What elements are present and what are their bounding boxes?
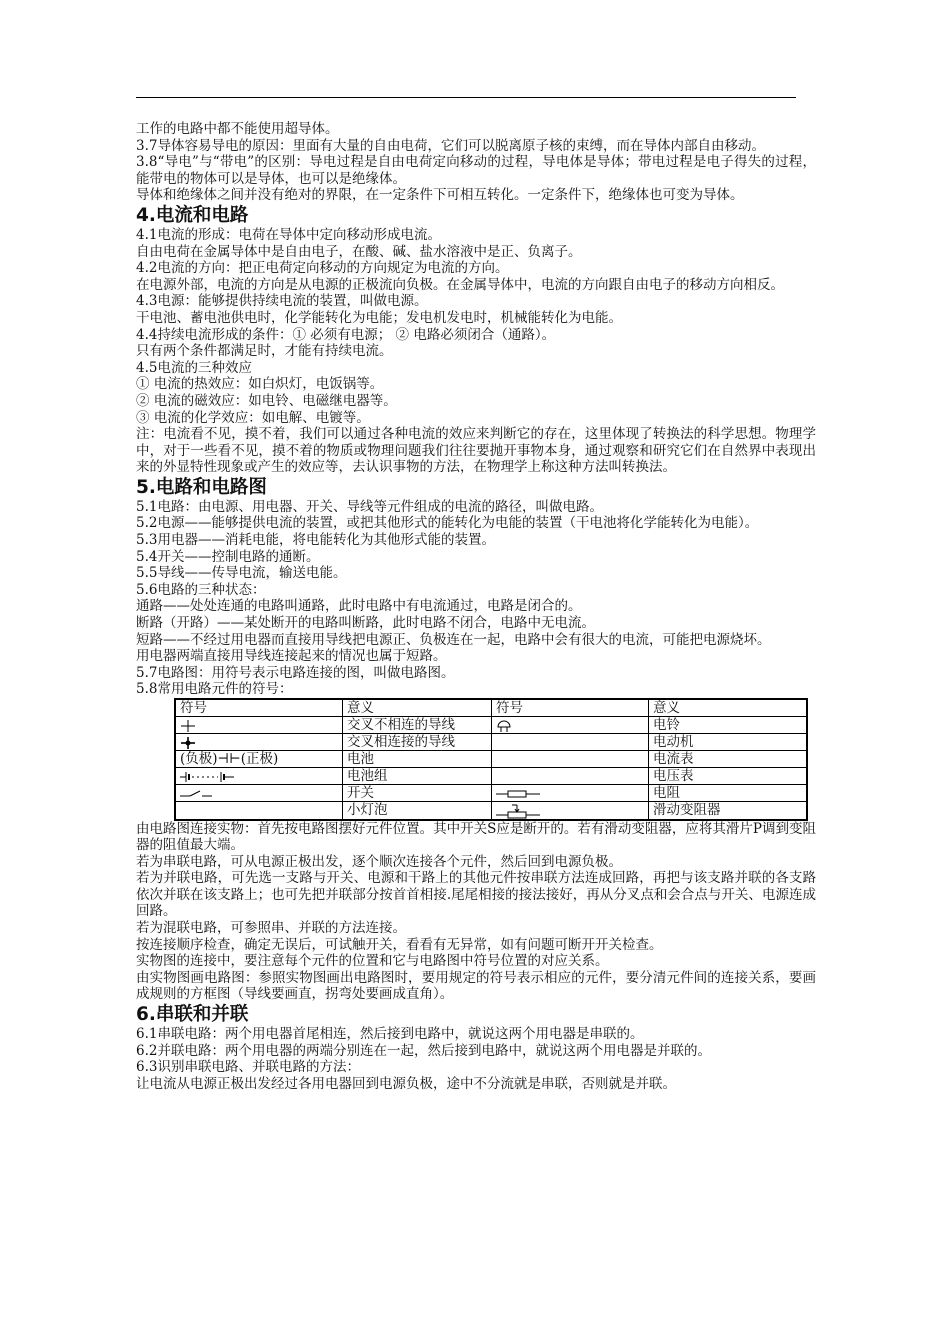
paragraph: 用电器两端直接用导线连接起来的情况也属于短路。 [136, 648, 447, 665]
paragraph: 实物图的连接中，要注意每个元件的位置和它与电路图中符号位置的对应关系。 [136, 953, 609, 970]
meaning-cell: 开关 [343, 785, 492, 802]
paragraph: 5.5导线——传导电流，输送电能。 [136, 565, 347, 582]
table-row [175, 768, 807, 785]
table-header-row [175, 699, 807, 717]
meaning-cell: 电阻 [649, 785, 808, 802]
paragraph: 4.1电流的形成：电荷在导体中定向移动形成电流。 [136, 226, 441, 243]
section-heading: 5.电路和电路图 [136, 476, 267, 498]
paragraph: 由实物图画电路图：参照实物图画出电路图时，要用规定的符号表示相应的元件，要分清元件间的连接关系，要画成规则的方框图（导线要画直，拐弯处要画成直角）。 [136, 969, 816, 1003]
meaning-cell: 电池 [343, 751, 492, 768]
meaning-cell: 交叉相连接的导线 [343, 734, 492, 751]
symbol-cell [175, 717, 343, 734]
symbol-cell [492, 802, 649, 820]
bell-symbol-icon [496, 719, 512, 733]
paragraph: 5.8常用电路元件的符号： [136, 681, 293, 698]
paragraph: 6.3识别串联电路、并联电路的方法： [136, 1059, 360, 1076]
table-row [175, 734, 807, 751]
symbol-cell [492, 768, 649, 785]
paragraph: 5.4开关——控制电路的通断。 [136, 548, 320, 565]
paragraph: 5.1电路：由电源、用电器、开关、导线等元件组成的电流的路径，叫做电路。 [136, 498, 603, 515]
paragraph: ① 电流的热效应：如白炽灯，电饭锅等。 [136, 376, 384, 393]
paragraph: 4.3电源：能够提供持续电流的装置，叫做电源。 [136, 293, 428, 310]
symbol-cell [175, 802, 343, 820]
table-header-cell: 意义 [343, 699, 492, 717]
table-row [175, 751, 807, 768]
paragraph: 短路——不经过用电器而直接用导线把电源正、负极连在一起，电路中会有很大的电流，可能把电源烧坏。 [136, 631, 771, 648]
paragraph: 按连接顺序检查，确定无误后，可试触开关，看看有无异常，如有问题可断开开关检查。 [136, 936, 663, 953]
paragraph: 6.2并联电路：两个用电器的两端分别连在一起，然后接到电路中，就说这两个用电器是并联的。 [136, 1042, 711, 1059]
symbol-cell [492, 751, 649, 768]
meaning-cell: 滑动变阻器 [649, 802, 808, 820]
table-row [175, 717, 807, 734]
paragraph: 4.4持续电流形成的条件：① 必须有电源； ② 电路必须闭合（通路）。 [136, 326, 556, 343]
paragraph: 导体和绝缘体之间并没有绝对的界限，在一定条件下可相互转化。一定条件下，绝缘体也可变为导体。 [136, 187, 744, 204]
paragraph: 由电路图连接实物：首先按电路图摆好元件位置。其中开关S应是断开的。若有滑动变阻器，应将其滑片P调到变阻器的阻值最大端。 [136, 820, 816, 854]
paragraph: ③ 电流的化学效应：如电解、电镀等。 [136, 409, 370, 426]
battery-symbol-icon [180, 770, 234, 784]
symbol-table [174, 698, 808, 821]
meaning-cell: 电动机 [649, 734, 808, 751]
paragraph: 注：电流看不见，摸不着，我们可以通过各种电流的效应来判断它的存在，这里体现了转换法的科学思想。物理学中，对于一些看不见，摸不着的物质或物理问题我们往往要抛开事物本身，通过观察和研究它们在自然界中表现出来的外显特性现象或产生的效应等，去认识事物的方法，在物理学上称这种方法叫转换法。 [136, 426, 816, 476]
header-rule [136, 97, 796, 98]
resistor-symbol-icon [496, 787, 540, 801]
rheostat-symbol-icon [496, 803, 540, 819]
table-header-cell: 符号 [175, 699, 343, 717]
symbol-cell [492, 785, 649, 802]
wire-cross-connected-symbol-icon [180, 736, 196, 750]
table-header-cell: 意义 [649, 699, 808, 717]
paragraph: 3.8“导电”与“带电”的区别：导电过程是自由电荷定向移动的过程，导电体是导体；带电过程是电子得失的过程，能带电的物体可以是导体，也可以是绝缘体。 [136, 154, 816, 187]
table-header-cell: 符号 [492, 699, 649, 717]
paragraph: 4.5电流的三种效应 [136, 359, 252, 376]
paragraph: 自由电荷在金属导体中是自由电子，在酸、碱、盐水溶液中是正、负离子。 [136, 243, 582, 260]
paragraph: 3.7导体容易导电的原因：里面有大量的自由电荷，它们可以脱离原子核的束缚，而在导体内部自由移动。 [136, 137, 765, 154]
wire-cross-unconnected-symbol-icon [180, 719, 196, 733]
document-body [136, 121, 816, 1092]
paragraph: 5.3用电器——消耗电能，将电能转化为其他形式能的装置。 [136, 532, 495, 549]
section-heading: 6.串联和并联 [136, 1004, 249, 1026]
table-row [175, 802, 807, 820]
paragraph: ② 电流的磁效应：如电铃、电磁继电器等。 [136, 392, 397, 409]
paragraph: 工作的电路中都不能使用超导体。 [136, 121, 339, 137]
paragraph: 6.1串联电路：两个用电器首尾相连，然后接到电路中，就说这两个用电器是串联的。 [136, 1026, 644, 1043]
meaning-cell: 电铃 [649, 717, 808, 734]
paragraph: 若为串联电路，可从电源正极出发，逐个顺次连接各个元件，然后回到电源负极。 [136, 853, 622, 870]
switch-symbol-icon [180, 787, 212, 801]
paragraph: 干电池、蓄电池供电时，化学能转化为电能；发电机发电时，机械能转化为电能。 [136, 309, 622, 326]
symbol-cell [492, 734, 649, 751]
table-row [175, 785, 807, 802]
paragraph: 通路——处处连通的电路叫通路，此时电路中有电流通过，电路是闭合的。 [136, 598, 582, 615]
paragraph: 5.7电路图：用符号表示电路连接的图，叫做电路图。 [136, 664, 455, 681]
paragraph: 4.2电流的方向：把正电荷定向移动的方向规定为电流的方向。 [136, 260, 509, 277]
paragraph: 断路（开路）——某处断开的电路叫断路，此时电路不闭合，电路中无电流。 [136, 615, 595, 632]
symbol-cell [175, 785, 343, 802]
meaning-cell: 电压表 [649, 768, 808, 785]
paragraph: 5.6电路的三种状态： [136, 581, 266, 598]
symbol-cell [492, 717, 649, 734]
paragraph: 让电流从电源正极出发经过各用电器回到电源负极，途中不分流就是串联，否则就是并联。 [136, 1075, 676, 1092]
meaning-cell: 小灯泡 [343, 802, 492, 820]
paragraph: 在电源外部，电流的方向是从电源的正极流向负极。在金属导体中，电流的方向跟自由电子的移动方向相反。 [136, 276, 784, 293]
section-heading: 4.电流和电路 [136, 204, 249, 226]
paragraph: 若为混联电路，可参照串、并联的方法连接。 [136, 920, 406, 937]
symbol-cell [175, 734, 343, 751]
paragraph: 若为并联电路，可先选一支路与开关、电源和干路上的其他元件按串联方法连成回路，再把与该支路并联的各支路依次并联在该支路上；也可先把并联部分按首首相接.尾尾相接的接法接好，再从分叉点和会合点与开关、电源连成回路。 [136, 870, 816, 920]
meaning-cell: 交叉不相连的导线 [343, 717, 492, 734]
meaning-cell: 电流表 [649, 751, 808, 768]
paragraph: 只有两个条件都满足时，才能有持续电流。 [136, 343, 393, 360]
meaning-cell: 电池组 [343, 768, 492, 785]
symbol-cell: (负极)⊣⊢(正极) [175, 751, 343, 768]
symbol-cell [175, 768, 343, 785]
paragraph: 5.2电源——能够提供电流的装置，或把其他形式的能转化为电能的装置（干电池将化学能转化为电能）。 [136, 515, 759, 532]
